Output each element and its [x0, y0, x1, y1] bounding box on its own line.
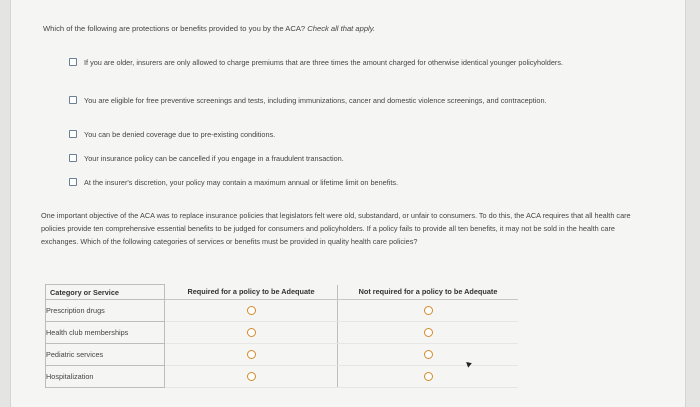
question-prompt — [43, 24, 375, 33]
option-label: You can be denied coverage due to pre-existing conditions. — [84, 130, 276, 139]
row-label: Hospitalization — [46, 366, 165, 388]
radio-not-required[interactable] — [424, 328, 433, 337]
radio-required[interactable] — [247, 306, 256, 315]
row-label: Pediatric services — [46, 344, 165, 366]
option-label: Your insurance policy can be cancelled if you engage in a fraudulent transaction. — [84, 154, 344, 163]
table-row — [46, 344, 519, 366]
checkbox[interactable] — [69, 58, 77, 66]
row-label: Health club memberships — [46, 322, 165, 344]
option-preventive-screenings[interactable] — [69, 95, 629, 107]
radio-not-required[interactable] — [424, 372, 433, 381]
checkbox[interactable] — [69, 178, 77, 186]
option-label: At the insurer's discretion, your policy may contain a maximum annual or lifetime limit on benefits. — [84, 178, 399, 187]
checkbox[interactable] — [69, 130, 77, 138]
checkbox[interactable] — [69, 96, 77, 104]
table-row — [46, 322, 519, 344]
header-required: Required for a policy to be Adequate — [165, 285, 338, 300]
option-fraudulent-cancellation[interactable] — [69, 153, 629, 165]
row-label: Prescription drugs — [46, 300, 165, 322]
radio-not-required[interactable] — [424, 306, 433, 315]
table-header-row — [46, 285, 519, 300]
question-hint: Check all that apply. — [307, 24, 376, 33]
question-paragraph: One important objective of the ACA was to replace insurance policies that legislators felt were old, substandard, or unfair to consumers. To do this, the ACA requires that all health care policies provide ten comprehensive essential benefits to be judged for consumers and policyholders. If a policy fails to provide all ten benefits, it may not be sold in the health care exchanges. Which of the following categories of services or benefits must be provided in quality health care policies? — [41, 211, 631, 246]
question-text: Which of the following are protections or benefits provided to you by the ACA? — [43, 24, 306, 33]
radio-not-required[interactable] — [424, 350, 433, 359]
option-preexisting-conditions[interactable] — [69, 129, 629, 141]
checkbox[interactable] — [69, 154, 77, 162]
benefits-table — [45, 284, 518, 388]
quiz-page — [10, 0, 686, 407]
option-older-premiums[interactable] — [69, 57, 629, 69]
table-row — [46, 366, 519, 388]
table-row — [46, 300, 519, 322]
radio-required[interactable] — [247, 372, 256, 381]
header-category: Category or Service — [46, 285, 165, 300]
header-not-required: Not required for a policy to be Adequate — [338, 285, 519, 300]
option-label: If you are older, insurers are only allowed to charge premiums that are three times the amount charged for otherwise identical younger policyholders. — [84, 58, 564, 67]
radio-required[interactable] — [247, 350, 256, 359]
option-label: You are eligible for free preventive screenings and tests, including immunizations, cancer and domestic violence screenings, and contraception. — [84, 96, 547, 105]
option-benefit-limits[interactable] — [69, 177, 629, 189]
radio-required[interactable] — [247, 328, 256, 337]
